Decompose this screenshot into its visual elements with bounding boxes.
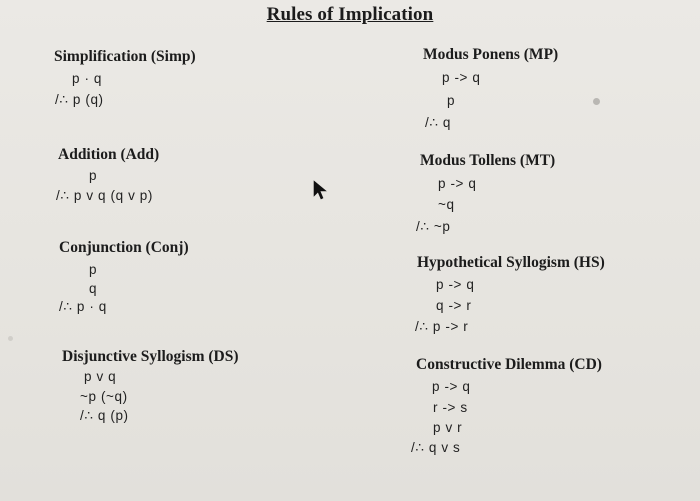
rule-line-cd-premise-2: r -> s [433,400,468,415]
rule-name-hs: Hypothetical Syllogism (HS) [417,254,605,271]
rule-line-add-premise-1: p [89,168,98,183]
rule-line-ds-premise-1: p v q [84,369,117,384]
rule-name-add: Addition (Add) [58,146,160,163]
rule-line-conj-conclusion: /∴ p · q [59,299,107,314]
rule-line-hs-premise-2: q -> r [436,298,472,313]
rule-line-mt-conclusion: /∴ ~p [416,219,451,234]
rule-name-simp: Simplification (Simp) [54,48,196,65]
rule-line-mt-premise-1: p -> q [438,176,477,191]
rule-line-mp-conclusion: /∴ q [425,115,451,130]
rule-line-mp-premise-1: p -> q [442,70,481,85]
rule-name-ds: Disjunctive Syllogism (DS) [62,348,239,365]
paper-speck [593,98,600,105]
rule-line-ds-conclusion: /∴ q (p) [80,408,129,423]
rule-line-add-conclusion: /∴ p v q (q v p) [56,188,153,203]
mouse-cursor-icon [313,180,327,200]
rule-line-conj-premise-1: p [89,262,98,277]
rule-line-simp-conclusion: /∴ p (q) [55,92,104,107]
paper-speck [8,336,13,341]
rule-line-cd-conclusion: /∴ q v s [411,440,461,455]
rule-name-conj: Conjunction (Conj) [59,239,189,256]
rule-line-hs-conclusion: /∴ p -> r [415,319,469,334]
rule-line-cd-premise-1: p -> q [432,379,471,394]
rule-line-mp-premise-2: p [447,93,456,108]
rule-line-cd-premise-3: p v r [433,420,463,435]
rule-line-conj-premise-2: q [89,281,98,296]
rule-line-hs-premise-1: p -> q [436,277,475,292]
rule-name-mp: Modus Ponens (MP) [423,46,559,63]
rule-line-ds-premise-2: ~p (~q) [80,389,128,404]
rule-line-mt-premise-2: ~q [438,197,455,212]
rule-name-mt: Modus Tollens (MT) [420,152,556,169]
rule-line-simp-premise-1: p · q [72,71,103,86]
rule-name-cd: Constructive Dilemma (CD) [416,356,602,373]
page-title: Rules of Implication [266,4,434,25]
